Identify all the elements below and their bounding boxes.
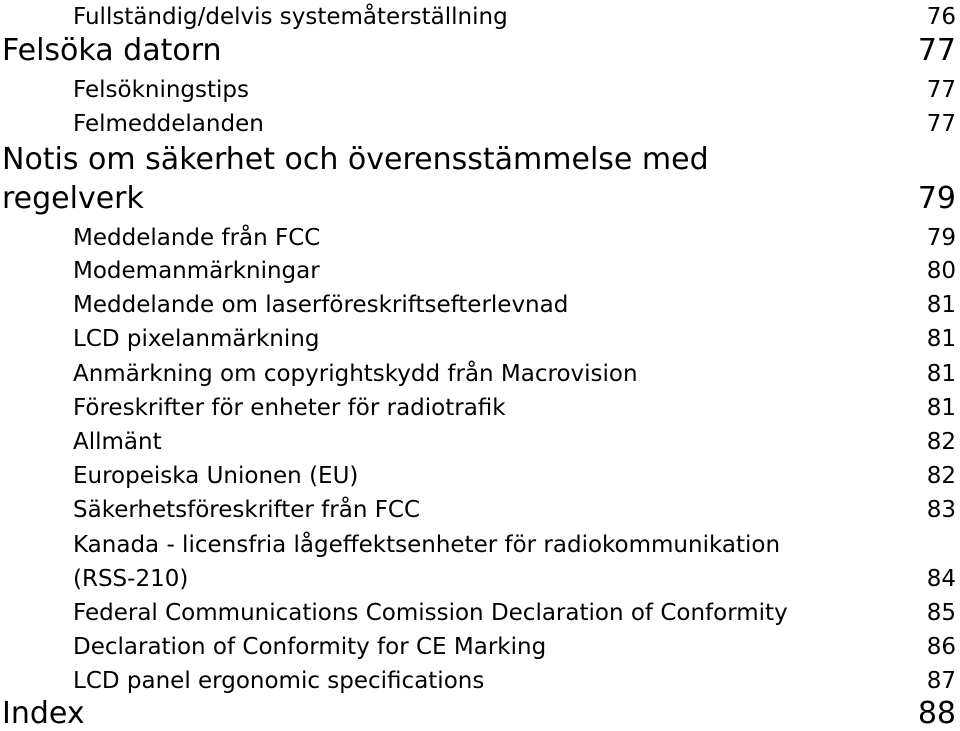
- toc-entry-page: 79: [926, 225, 956, 251]
- toc-entry-page: 87: [926, 668, 956, 694]
- toc-entry-page: 81: [926, 395, 956, 421]
- toc-entry-page: 77: [926, 77, 956, 103]
- toc-section-troubleshooting[interactable]: [0, 34, 956, 68]
- toc-entry-lcd-ergonomic[interactable]: [0, 667, 956, 695]
- toc-entry-european-union[interactable]: [0, 462, 956, 490]
- toc-entry-macrovision[interactable]: [0, 360, 956, 388]
- toc-entry-canada-line1[interactable]: [0, 531, 956, 559]
- toc-entry-canada-line2[interactable]: [0, 565, 956, 593]
- toc-entry-page: 82: [926, 429, 956, 455]
- toc-section-page: 88: [917, 696, 956, 731]
- toc-entry-label: Declaration of Conformity for CE Marking: [73, 634, 547, 660]
- toc-entry-label: Anmärkning om copyrightskydd från Macrovision: [73, 361, 638, 387]
- toc-entry-system-restore[interactable]: [0, 3, 956, 31]
- toc-entry-laser-compliance[interactable]: [0, 291, 956, 319]
- toc-entry-page: 80: [926, 258, 956, 284]
- toc-section-label: Felsöka datorn: [2, 33, 222, 68]
- toc-entry-page: 82: [926, 463, 956, 489]
- toc-entry-label: Säkerhetsföreskrifter från FCC: [73, 497, 421, 523]
- toc-entry-label: Federal Communications Comission Declaration of Conformity: [73, 600, 788, 626]
- toc-entry-label: LCD pixelanmärkning: [73, 326, 320, 352]
- toc-entry-label: Föreskrifter för enheter för radiotrafik: [73, 395, 506, 421]
- toc-entry-page: 81: [926, 292, 956, 318]
- toc-section-regulatory-line2[interactable]: [0, 182, 956, 216]
- toc-entry-page: 85: [926, 600, 956, 626]
- toc-entry-label: Allmänt: [73, 429, 162, 455]
- toc-entry-page: 81: [926, 361, 956, 387]
- toc-entry-label: (RSS-210): [73, 566, 189, 592]
- toc-entry-page: 76: [926, 4, 956, 30]
- toc-entry-page: 83: [926, 497, 956, 523]
- toc-entry-fcc-notice[interactable]: [0, 224, 956, 252]
- toc-section-page: 77: [917, 33, 956, 68]
- toc-entry-lcd-pixel[interactable]: [0, 325, 956, 353]
- toc-entry-label: Europeiska Unionen (EU): [73, 463, 359, 489]
- toc-section-label: Index: [2, 696, 85, 731]
- toc-entry-label: Meddelande om laserföreskriftsefterlevnad: [73, 292, 569, 318]
- toc-entry-page: 81: [926, 326, 956, 352]
- toc-entry-label: LCD panel ergonomic specifications: [73, 668, 485, 694]
- toc-entry-troubleshooting-tips[interactable]: [0, 76, 956, 104]
- toc-entry-general[interactable]: [0, 428, 956, 456]
- toc-section-label: regelverk: [2, 181, 144, 216]
- toc-entry-label: Felmeddelanden: [73, 111, 264, 137]
- toc-entry-page: 77: [926, 111, 956, 137]
- toc-entry-fcc-conformity[interactable]: [0, 599, 956, 627]
- toc-entry-ce-marking[interactable]: [0, 633, 956, 661]
- toc-entry-label: Modemanmärkningar: [73, 258, 320, 284]
- toc-section-regulatory-line1[interactable]: [0, 143, 956, 177]
- toc-entry-modem-notices[interactable]: [0, 257, 956, 285]
- toc-entry-label: Meddelande från FCC: [73, 225, 321, 251]
- toc-entry-error-messages[interactable]: [0, 110, 956, 138]
- toc-entry-label: Kanada - licensfria lågeffektsenheter för radiokommunikation: [73, 532, 781, 558]
- toc-entry-label: Fullständig/delvis systemåterställning: [73, 4, 508, 30]
- toc-entry-label: Felsökningstips: [73, 77, 250, 103]
- toc-section-label: Notis om säkerhet och överensstämmelse med: [2, 142, 709, 177]
- toc-section-index[interactable]: [0, 697, 956, 731]
- toc-entry-page: 86: [926, 634, 956, 660]
- toc-section-page: 79: [917, 181, 956, 216]
- toc-entry-fcc-safety[interactable]: [0, 496, 956, 524]
- toc-entry-radio-regulations[interactable]: [0, 394, 956, 422]
- toc-entry-page: 84: [926, 566, 956, 592]
